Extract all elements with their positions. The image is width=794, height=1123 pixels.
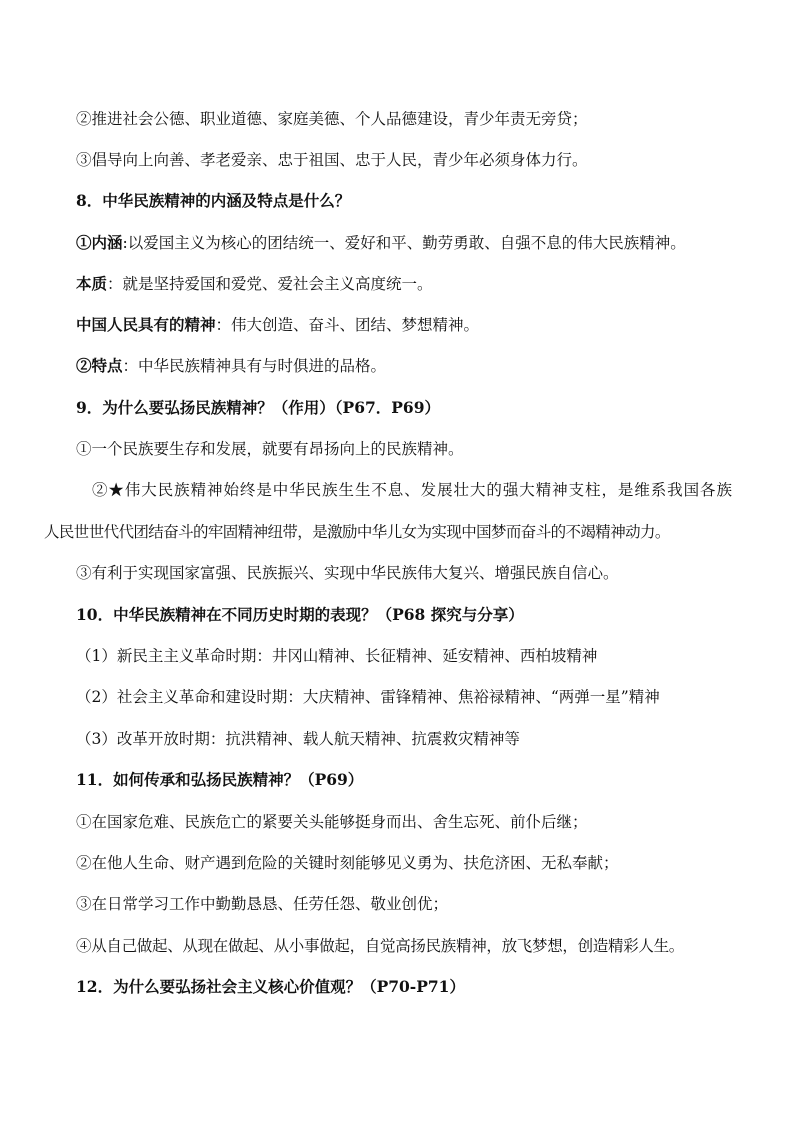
text-line: ①一个民族要生存和发展，就要有昂扬向上的民族精神。 xyxy=(76,440,464,458)
question-heading-11: 11．如何传承和弘扬民族精神？（P69） xyxy=(76,770,364,789)
inline-text: ：就是坚持爱国和爱党、爱社会主义高度统一。 xyxy=(107,275,433,293)
text-line xyxy=(76,314,736,336)
text-line: ③在日常学习工作中勤勤恳恳、任劳任怨、敬业创优； xyxy=(76,895,449,913)
text-line: ③倡导向上向善、孝老爱亲、忠于祖国、忠于人民，青少年必须身体力行。 xyxy=(76,151,588,169)
question-heading-10: 10．中华民族精神在不同历史时期的表现？（P68 探究与分享） xyxy=(76,605,524,624)
text-line: ③有利于实现国家富强、民族振兴、实现中华民族伟大复兴、增强民族自信心。 xyxy=(76,564,619,582)
inline-text: :以爱国主义为核心的团结统一、爱好和平、勤劳勇敢、自强不息的伟大民族精神。 xyxy=(122,234,686,252)
inline-label: ①内涵 xyxy=(76,233,123,252)
text-line: ②★伟大民族精神始终是中华民族生生不息、发展壮大的强大精神支柱，是维系我国各族 xyxy=(92,481,732,499)
text-line xyxy=(76,232,736,254)
text-line: ④从自己做起、从现在做起、从小事做起，自觉高扬民族精神，放飞梦想，创造精彩人生。 xyxy=(76,937,685,955)
text-line: （2）社会主义革命和建设时期：大庆精神、雷锋精神、焦裕禄精神、“两弹一星”精神 xyxy=(76,688,660,706)
inline-label: 本质 xyxy=(76,274,108,293)
text-line: ①在国家危难、民族危亡的紧要关头能够挺身而出、舍生忘死、前仆后继； xyxy=(76,813,588,831)
text-line: （3）改革开放时期：抗洪精神、载人航天精神、抗震救灾精神等 xyxy=(76,730,520,748)
inline-label: ②特点 xyxy=(76,356,123,375)
text-line: 人民世世代代团结奋斗的牢固精神纽带，是激励中华儿女为实现中国梦而奋斗的不竭精神动力。 xyxy=(44,523,670,541)
text-line: ②在他人生命、财产遇到危险的关键时刻能够见义勇为、扶危济困、无私奉献； xyxy=(76,854,619,872)
inline-label: 中国人民具有的精神 xyxy=(76,315,216,334)
inline-text: ：中华民族精神具有与时俱进的品格。 xyxy=(122,357,387,375)
question-heading-12: 12．为什么要弘扬社会主义核心价值观？（P70-P71） xyxy=(76,977,465,996)
question-heading-8: 8．中华民族精神的内涵及特点是什么？ xyxy=(76,191,351,210)
text-line: （1）新民主主义革命时期：井冈山精神、长征精神、延安精神、西柏坡精神 xyxy=(76,647,598,665)
question-heading-9: 9．为什么要弘扬民族精神？（作用）（P67．P69） xyxy=(76,398,440,417)
text-line xyxy=(76,355,736,377)
text-line: ②推进社会公德、职业道德、家庭美德、个人品德建设，青少年责无旁贷； xyxy=(76,110,588,128)
text-line xyxy=(76,273,736,295)
inline-text: ：伟大创造、奋斗、团结、梦想精神。 xyxy=(215,316,480,334)
